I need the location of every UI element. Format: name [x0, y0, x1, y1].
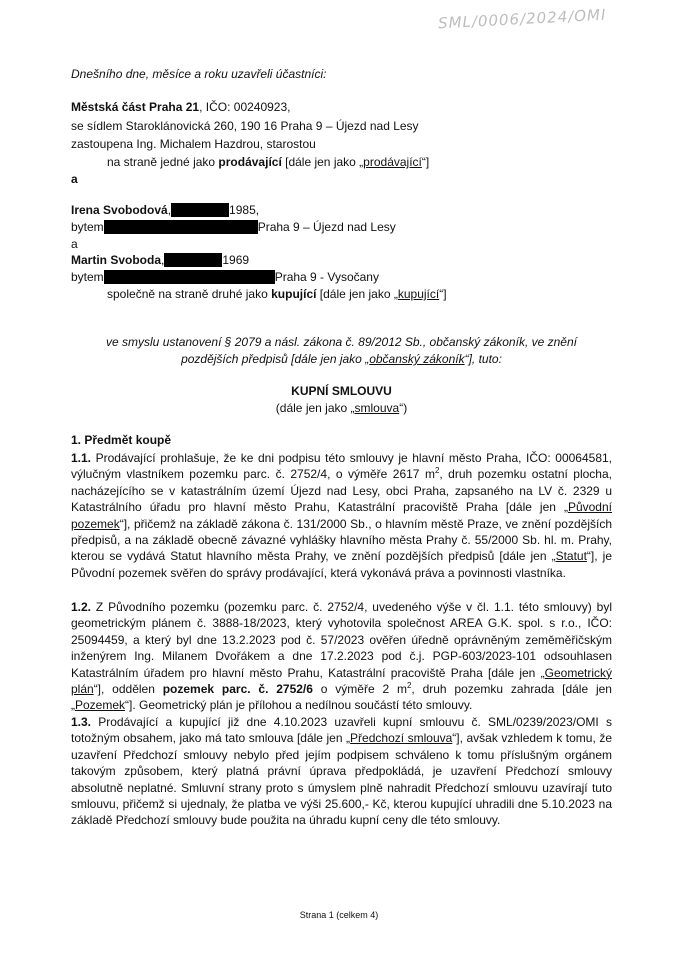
buyer1-address-line: bytem Praha 9 – Újezd nad Lesy — [71, 220, 396, 234]
page-footer: Strana 1 (celkem 4) — [299, 910, 379, 920]
seller-seat: se sídlem Staroklánovická 260, 190 16 Praha 9 – Újezd nad Lesy — [71, 119, 419, 133]
handwritten-reference: SML/0006/2024/OMI — [437, 5, 607, 33]
seller-side-line: na straně jedné jako prodávající [dále jen jako „prodávající“] — [107, 155, 430, 169]
seller-role: prodávající — [218, 155, 282, 169]
preamble-line-2: pozdějších předpisů [dále jen jako „občanský zákoník“], tuto: — [181, 352, 502, 366]
redaction-block — [104, 270, 275, 284]
seller-name: Městská část Praha 21 — [71, 100, 200, 114]
buyer1-birth-year: 1985, — [229, 203, 260, 217]
buyer1-line: Irena Svobodová, 1985, — [71, 203, 260, 217]
buyer1-name: Irena Svobodová — [71, 203, 168, 217]
preamble-line-1: ve smyslu ustanovení § 2079 a násl. zákona č. 89/2012 Sb., občanský zákoník, ve znění — [106, 335, 577, 349]
conjunction-a-2: a — [71, 237, 78, 251]
buyer-side-line: společně na straně druhé jako kupující [dále jen jako „kupující“] — [107, 287, 447, 301]
intro-line: Dnešního dne, měsíce a roku uzavřeli účastníci: — [71, 67, 327, 81]
seller-ico: , IČO: 00240923, — [199, 100, 291, 114]
redaction-block — [164, 253, 222, 267]
contract-title: KUPNÍ SMLOUVU — [291, 384, 392, 398]
buyer2-birth-year: 1969 — [222, 253, 250, 267]
buyer-role: kupující — [271, 287, 317, 301]
conjunction-a-1: a — [71, 172, 78, 186]
buyer2-name: Martin Svoboda — [71, 253, 162, 267]
redaction-block — [104, 220, 258, 234]
paragraph-1-1: 1.1. Prodávající prohlašuje, že ke dni podpisu této smlouvy je hlavní město Praha, IČO: 00064581, výlučným vlastníkem pozemku parc. č. 2752/4, o výměře 2617 $m^2$, druh pozemku ostatní plocha, nacházejícího se v katastrálním území Újezd nad Lesy, obci Praha, zapsaného na LV č. 2329 u Katastrálního úřadu pro hlavní město Prahu, Katastrální pracoviště Praha [dále jen „Původní pozemek“], přičemž na základě zákona č. 131/2000 Sb., o hlavním městě Praze, ve znění pozdějších předpisů, a na základě obecně závazné vyhlášky hlavního města Prahy č. 55/2000 Sb. hl. m. Prahy, kterou se vydává Statut hlavního města Prahy, ve znění pozdějších předpisů [dále jen „Statut“], je Původní pozemek svěřen do správy prodávající, která vykonává práva a povinnosti vlastníka. — [71, 451, 612, 580]
buyer2-address: Praha 9 - Vysočany — [274, 270, 379, 284]
paragraph-1-3: 1.3. Prodávající a kupující již dne 4.10.2023 uzavřeli kupní smlouvu č. SML/0239/2023/OMI s totožným obsahem, jako má tato smlouva [dále jen „Předchozí smlouva“], avšak vzhledem k tomu, že uzavření Předchozí smlouvy nebylo před jejím podpisem schváleno k tomu příslušným orgánem takovým způsobem, který platná právní úprava předpokládá, je uzavření Předchozí smlouvy absolutně neplatné. Smluvní strany proto s úmyslem plně nahradit Předchozí smlouvu uzavírají tuto smlouvu, přičemž si ujednaly, že platba ve výši 25.600,- Kč, kterou kupující uhradili dne 5.10.2023 na základě Předchozí smlouvy bude použita na úhradu kupní ceny dle této smlouvy. — [71, 715, 612, 828]
section-heading: 1. Předmět koupě — [71, 433, 172, 447]
seller-short-name: prodávající — [363, 155, 422, 169]
paragraph-1-2: 1.2. Z Původního pozemku (pozemku parc. č. 2752/4, uvedeného výše v čl. 1.1. této smlouvy) byl geometrickým plánem č. 3888-18/2023, který vyhotovila společnost AREA G.K. spol. s r.o., IČO: 25094459, a který byl dne 13.2.2023 pod č. 57/2023 ověřen úředně oprávněným zeměměřičským inženýrem Ing. Milanem Dvořákem a dne 17.2.2023 pod č.j. PGP-603/2023-101 odsouhlasen Katastrálním úřadem pro hlavní město Prahu, Katastrální pracoviště Praha [dále jen „Geometrický plán“], oddělen pozemek parc. č. 2752/6 o výměře 2 $m^2$, druh pozemku zahrada [dále jen „Pozemek“]. Geometrický plán je přílohou a nedílnou součástí této smlouvy. — [71, 600, 612, 713]
buyer2-line: Martin Svoboda, 1969 — [71, 253, 250, 267]
buyer2-address-line: bytem Praha 9 - Vysočany — [71, 270, 379, 284]
redaction-block — [171, 203, 229, 217]
buyer-short-name: kupující — [397, 287, 440, 301]
seller-name-line — [71, 100, 291, 114]
buyer1-address: Praha 9 – Újezd nad Lesy — [257, 220, 396, 234]
seller-representative: zastoupena Ing. Michalem Hazdrou, starostou — [71, 137, 316, 151]
contract-subtitle: (dále jen jako „smlouva“) — [275, 401, 408, 415]
